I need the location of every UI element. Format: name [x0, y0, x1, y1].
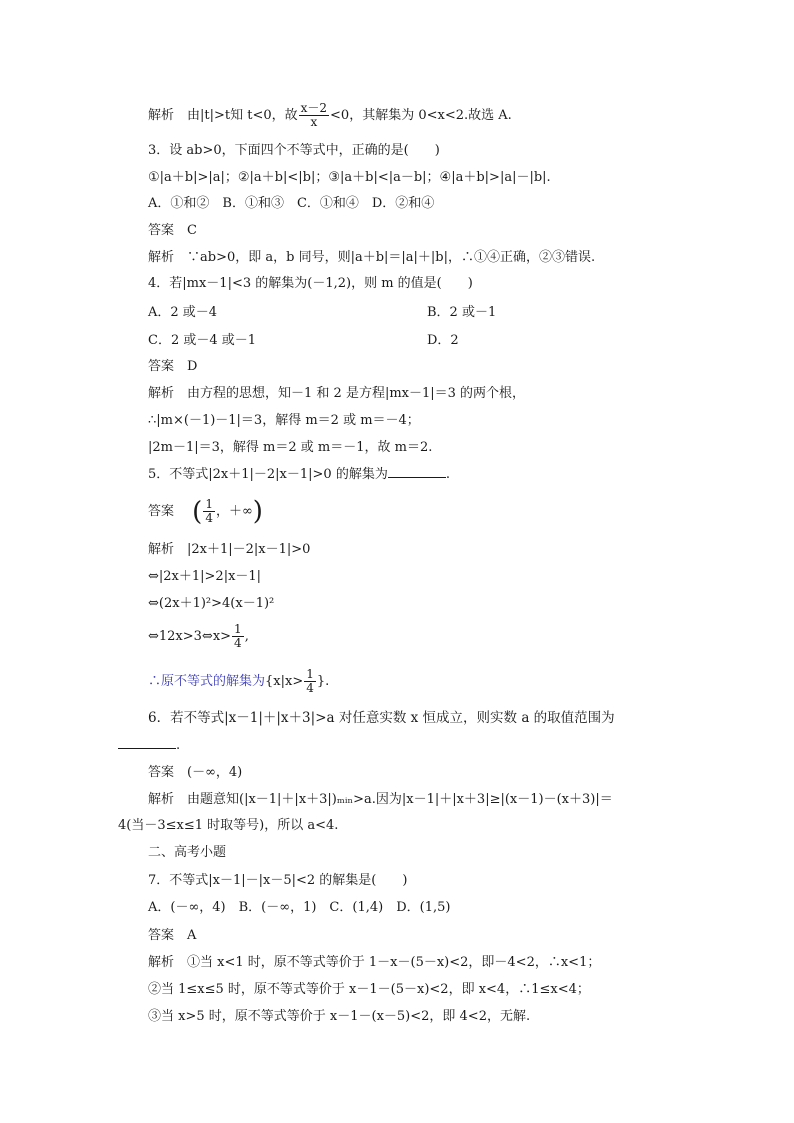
- option-4d: D．2: [427, 333, 459, 348]
- option-4b: B．2 或－1: [427, 305, 497, 320]
- analysis-5-line-3: ⇔(2x＋1)²>4(x－1)²: [148, 596, 275, 611]
- fraction: $\frac{1}{4}$: [234, 622, 242, 650]
- section-heading: 二、高考小题: [148, 845, 227, 860]
- fraction: $\frac{x-2}{x}$: [300, 101, 328, 129]
- question-3: 3．设 ab>0，下面四个不等式中，正确的是( ): [148, 143, 440, 158]
- answer-blank: [388, 477, 446, 478]
- analysis-6-line-2: 4(当－3≤x≤1 时取等号)，所以 a<4.: [118, 818, 339, 833]
- answer-3: 答案 C: [148, 223, 197, 238]
- answer-5: 答案 ( $\frac{1}{4}$ ，＋∞): [148, 496, 263, 527]
- fraction: $\frac{1}{4}$: [306, 667, 314, 695]
- question-4: 4．若|mx－1|<3 的解集为(－1,2)，则 m 的值是( ): [148, 276, 473, 291]
- option-4c: C．2 或－4 或－1: [148, 333, 257, 348]
- analysis-5-line-2: ⇔|2x＋1|>2|x－1|: [148, 569, 262, 584]
- analysis-4-line-1: 解析 由方程的思想，知－1 和 2 是方程|mx－1|＝3 的两个根，: [148, 386, 526, 401]
- question-6: 6．若不等式|x－1|＋|x＋3|>a 对任意实数 x 恒成立，则实数 a 的取值范围为: [148, 710, 615, 726]
- line-1-analysis: 解析 由|t|>t知 t<0，故 $\frac{x-2}{x}$ <0，其解集为 0<x<2.故选 A.: [148, 101, 512, 129]
- question-3-statements: ①|a＋b|>|a|；②|a＋b|<|b|；③|a＋b|<|a－b|；④|a＋b|>|a|－|b|.: [148, 170, 551, 185]
- question-7-options: A．(－∞，4) B．(－∞，1) C．(1,4) D．(1,5): [148, 900, 451, 915]
- fraction: $\frac{1}{4}$: [205, 497, 213, 525]
- analysis-4-line-3: |2m－1|＝3，解得 m＝2 或 m＝－1，故 m＝2.: [148, 440, 433, 455]
- analysis-7-line-1: 解析 ①当 x<1 时，原不等式等价于 1－x－(5－x)<2，即－4<2，∴x<1；: [148, 955, 601, 970]
- option-4a: A．2 或－4: [148, 305, 218, 320]
- analysis-4-line-2: ∴|m×(－1)－1|＝3，解得 m＝2 或 m＝－4；: [148, 413, 420, 428]
- question-6-blank-line: .: [118, 738, 180, 754]
- answer-6: 答案 (－∞，4): [148, 765, 243, 780]
- analysis-6-line-1: 解析 由题意知(|x－1|＋|x＋3|)ₘᵢₙ>a.因为|x－1|＋|x＋3|≥|(x－1)－(x＋3)|＝: [148, 792, 613, 807]
- question-3-options: A．①和② B．①和③ C．①和④ D．②和④: [148, 196, 435, 211]
- answer-7: 答案 A: [148, 928, 197, 943]
- answer-4: 答案 D: [148, 359, 198, 374]
- analysis-5-line-4: ⇔12x>3⇔x> $\frac{1}{4}$ ,: [148, 622, 249, 650]
- question-7: 7．不等式|x－1|－|x－5|<2 的解集是( ): [148, 873, 408, 888]
- question-5: 5．不等式|2x＋1|－2|x－1|>0 的解集为 .: [148, 467, 450, 482]
- analysis-5-conclusion: ∴原不等式的解集为{x|x> $\frac{1}{4}$ }.: [148, 667, 330, 695]
- analysis-3: 解析 ∵ab>0，即 a，b 同号，则|a＋b|＝|a|＋|b|，∴①④正确，②③错误.: [148, 250, 596, 265]
- analysis-5-line-1: 解析 |2x＋1|－2|x－1|>0: [148, 542, 311, 557]
- analysis-7-line-3: ③当 x>5 时，原不等式等价于 x－1－(x－5)<2，即 4<2，无解.: [148, 1009, 531, 1024]
- analysis-7-line-2: ②当 1≤x≤5 时，原不等式等价于 x－1－(5－x)<2，即 x<4，∴1≤x<4；: [148, 982, 590, 997]
- answer-blank: [118, 748, 176, 749]
